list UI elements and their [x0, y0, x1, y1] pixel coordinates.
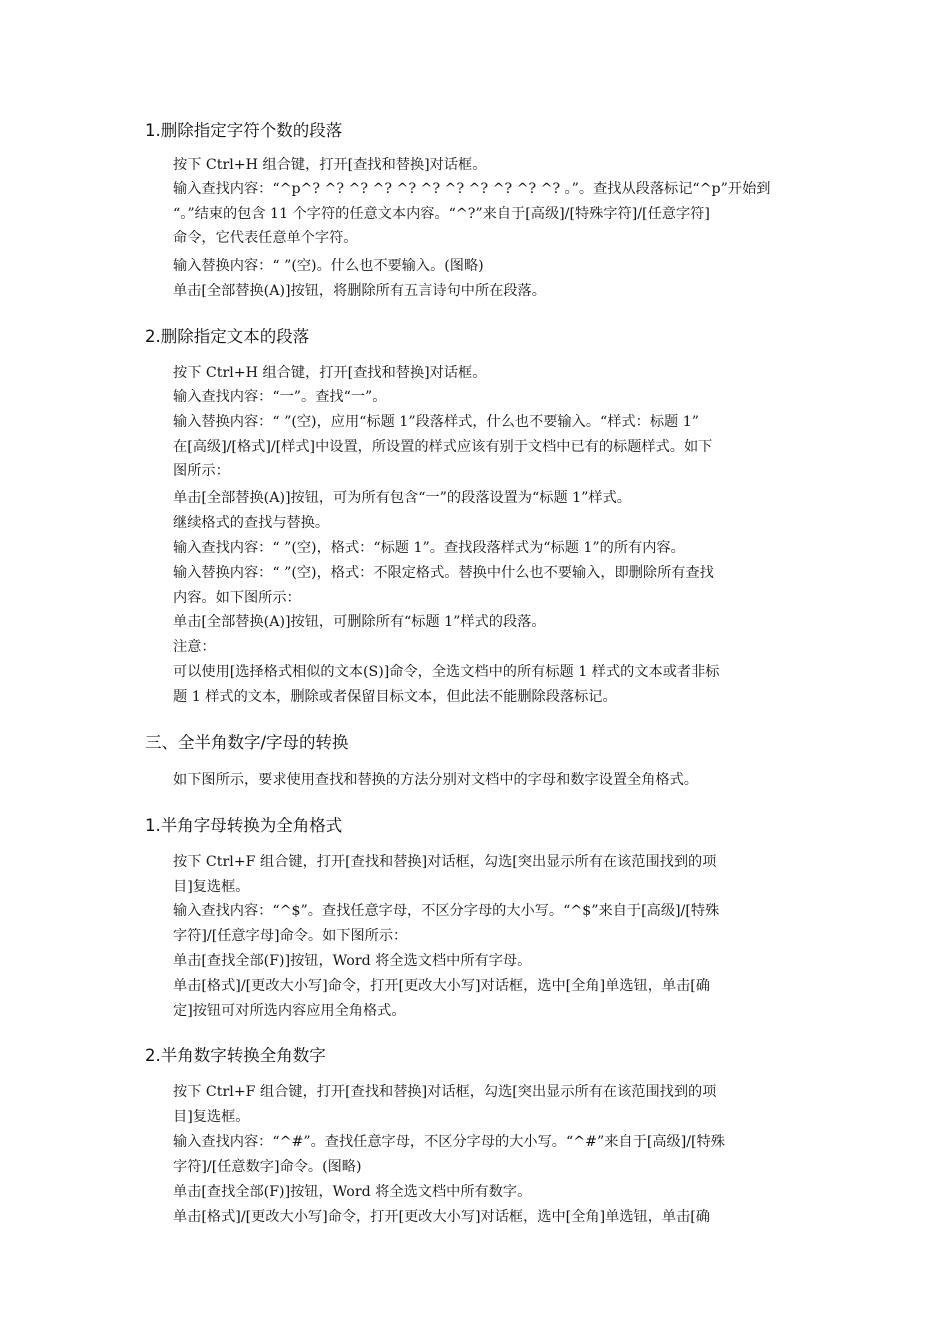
text-line: 输入替换内容：“ ”(空)，应用“标题 1”段落样式，什么也不要输入。“样式：标题 1” [173, 414, 699, 430]
paragraph [173, 153, 809, 178]
section-heading: 三、全半角数字/字母的转换 [145, 733, 349, 752]
paragraph [173, 949, 809, 974]
paragraph [173, 660, 809, 709]
text-line: “。”结束的包含 11 个字符的任意文本内容。“^?”来自于[高级]/[特殊字符]/[任意字符] [173, 205, 710, 222]
paragraph [173, 850, 809, 899]
text-line: 内容。如下图所示： [173, 589, 301, 606]
paragraph [173, 254, 809, 279]
text-line: 目]复选框。 [173, 878, 250, 895]
text-line: 输入查找内容：“^p^? ^? ^? ^? ^? ^? ^? ^? ^? ^? ^? 。”。查找从段落标记“^p”开始到 [173, 181, 771, 197]
text-line: 输入查找内容：“^#”。查找任意字母，不区分字母的大小写。“^#”来自于[高级]/[特殊 [173, 1134, 725, 1150]
paragraph [173, 1130, 809, 1179]
paragraph [173, 361, 809, 386]
section-heading: 2.删除指定文本的段落 [145, 327, 310, 346]
paragraph [173, 177, 809, 251]
paragraph [173, 610, 809, 635]
text-line: 单击[全部替换(A)]按钮，可为所有包含“一”的段落设置为“标题 1”样式。 [173, 490, 631, 506]
text-line: 图所示： [173, 463, 230, 480]
text-line: 单击[查找全部(F)]按钮，Word 将全选文档中所有数字。 [173, 1184, 532, 1200]
text-line: 单击[查找全部(F)]按钮，Word 将全选文档中所有字母。 [173, 953, 532, 969]
text-line: 字符]/[任意数字]命令。(图略) [173, 1158, 362, 1175]
text-line: 命令，它代表任意单个字符。 [173, 230, 358, 247]
paragraph [173, 768, 809, 793]
paragraph [173, 899, 809, 948]
paragraph [173, 561, 809, 610]
paragraph [173, 410, 809, 484]
paragraph [173, 486, 809, 511]
text-line: 按下 Ctrl+F 组合键，打开[查找和替换]对话框，勾选[突出显示所有在该范围找到的项 [173, 854, 717, 870]
text-line: 按下 Ctrl+H 组合键，打开[查找和替换]对话框。 [173, 157, 487, 173]
text-line: 按下 Ctrl+H 组合键，打开[查找和替换]对话框。 [173, 365, 487, 381]
text-line: 输入查找内容：“ ”(空)，格式：“标题 1”。查找段落样式为“标题 1”的所有内容。 [173, 540, 685, 556]
text-line: 输入替换内容：“ ”(空)，格式：不限定格式。替换中什么也不要输入，即删除所有查找 [173, 565, 714, 581]
paragraph [173, 974, 809, 1023]
text-line: 输入查找内容：“一”。查找“一”。 [173, 389, 387, 405]
text-line: 在[高级]/[格式]/[样式]中设置，所设置的样式应该有别于文档中已有的标题样式。如下 [173, 438, 713, 455]
text-line: 单击[格式]/[更改大小写]命令，打开[更改大小写]对话框，选中[全角]单选钮，单击[确 [173, 1209, 710, 1225]
text-line: 如下图所示，要求使用查找和替换的方法分别对文档中的字母和数字设置全角格式。 [173, 772, 698, 788]
text-line: 注意： [173, 639, 216, 655]
paragraph [173, 1080, 809, 1129]
paragraph [173, 279, 809, 304]
text-line: 字符]/[任意字母]命令。如下图所示： [173, 927, 408, 944]
section-heading: 1.删除指定字符个数的段落 [145, 121, 343, 140]
text-line: 单击[全部替换(A)]按钮，可删除所有“标题 1”样式的段落。 [173, 614, 546, 630]
text-line: 题 1 样式的文本，删除或者保留目标文本，但此法不能删除段落标记。 [173, 688, 617, 705]
text-line: 继续格式的查找与替换。 [173, 515, 330, 531]
text-line: 按下 Ctrl+F 组合键，打开[查找和替换]对话框，勾选[突出显示所有在该范围找到的项 [173, 1084, 717, 1100]
text-line: 单击[格式]/[更改大小写]命令，打开[更改大小写]对话框，选中[全角]单选钮，单击[确 [173, 978, 710, 994]
paragraph [173, 385, 809, 410]
text-line: 可以使用[选择格式相似的文本(S)]命令，全选文档中的所有标题 1 样式的文本或者非标 [173, 664, 720, 680]
paragraph [173, 635, 809, 660]
section-heading: 1.半角字母转换为全角格式 [145, 816, 343, 835]
paragraph [173, 1180, 809, 1205]
paragraph [173, 536, 809, 561]
text-line: 定]按钮可对所选内容应用全角格式。 [173, 1002, 406, 1019]
text-line: 目]复选框。 [173, 1108, 250, 1125]
paragraph [173, 511, 809, 536]
text-line: 输入查找内容：“^$”。查找任意字母，不区分字母的大小写。“^$”来自于[高级]/[特殊 [173, 903, 720, 919]
paragraph [173, 1205, 809, 1230]
text-line: 输入替换内容：“ ”(空)。什么也不要输入。(图略) [173, 258, 484, 274]
text-line: 单击[全部替换(A)]按钮，将删除所有五言诗句中所在段落。 [173, 283, 546, 299]
section-heading: 2.半角数字转换全角数字 [145, 1046, 326, 1065]
